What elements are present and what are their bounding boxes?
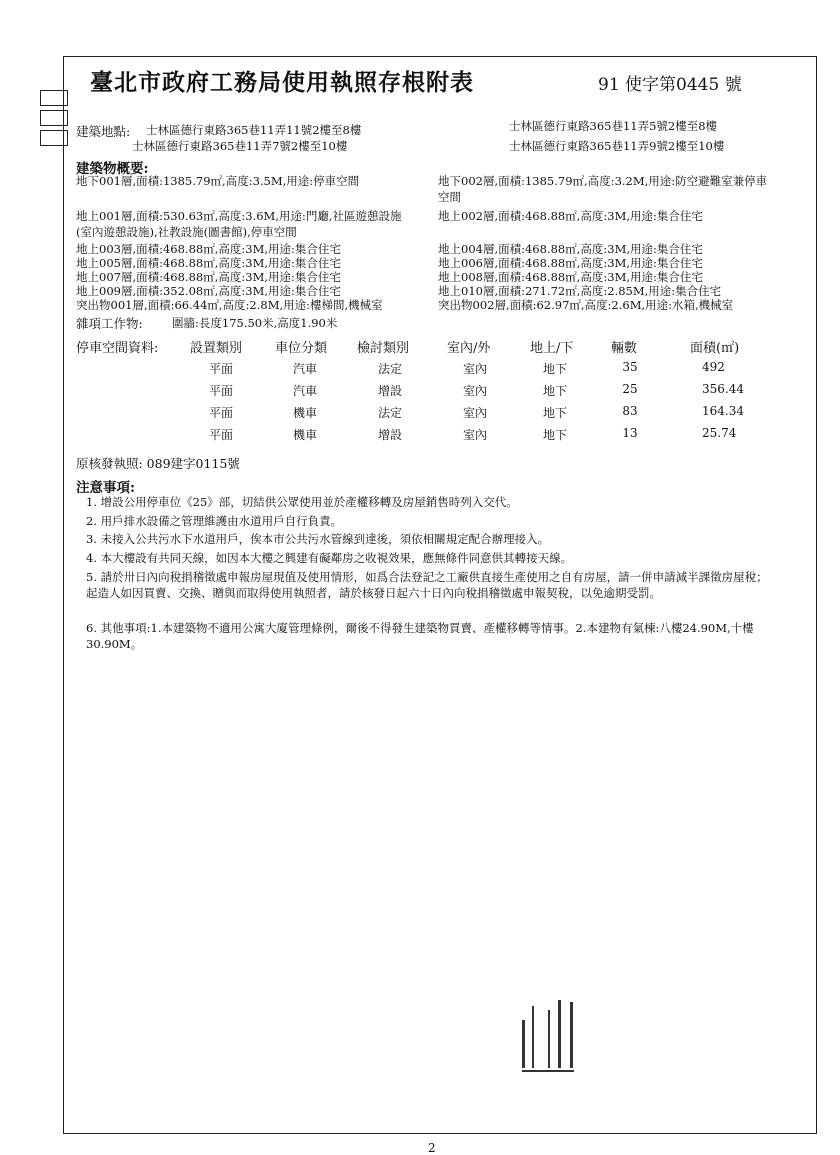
floor-b2-cont: 空間 bbox=[438, 190, 461, 204]
parking-label: 停車空間資料: bbox=[76, 341, 159, 356]
parking-cell: 地下 bbox=[542, 406, 567, 420]
parking-cell: 汽車 bbox=[292, 362, 317, 376]
parking-cell: 平面 bbox=[208, 362, 233, 376]
note-item: 3. 未接入公共污水下水道用戶，俟本市公共污水管線到達後，須依相關規定配合辦理接入。 bbox=[86, 532, 550, 546]
note-item: 5. 請於卅日內向稅捐稽徵處申報房屋現值及使用情形，如爲合法登記之工廠供直接生產使用之自有房屋，請一併申請減半課徵房屋稅；起造人如因買賣、交換、贈與而取得使用執照者，請於核發日起六十日內向稅捐稽徵處申報契稅，以免逾期受罰。 bbox=[86, 570, 768, 600]
roof-1: 突出物001層,面積:66.44㎡,高度:2.8M,用途:樓梯間,機械室 bbox=[76, 298, 383, 312]
parking-cell: 13 bbox=[622, 426, 638, 440]
floor-1-cont: (室內遊憩設施),社教設施(圖書館),停車空間 bbox=[76, 225, 297, 239]
parking-cell: 增設 bbox=[377, 384, 402, 398]
parking-header: 輛數 bbox=[611, 341, 638, 356]
parking-cell: 25 bbox=[622, 382, 638, 396]
parking-cell: 地下 bbox=[542, 428, 567, 442]
parking-cell: 增設 bbox=[377, 428, 402, 442]
parking-cell: 地下 bbox=[542, 362, 567, 376]
overview-label: 建築物概要: bbox=[76, 161, 149, 177]
misc-label: 雜項工作物: bbox=[76, 316, 143, 331]
parking-cell: 35 bbox=[622, 360, 638, 374]
parking-header: 設置類別 bbox=[190, 341, 243, 356]
floor-8: 地上008層,面積:468.88㎡,高度:3M,用途:集合住宅 bbox=[438, 270, 703, 284]
floor-5: 地上005層,面積:468.88㎡,高度:3M,用途:集合住宅 bbox=[76, 256, 341, 270]
parking-header: 地上/下 bbox=[530, 341, 574, 356]
parking-cell: 法定 bbox=[377, 362, 402, 376]
permit-number: 91 使字第0445 號 bbox=[598, 75, 742, 95]
parking-cell: 356.44 bbox=[702, 382, 744, 396]
parking-header: 車位分類 bbox=[275, 341, 328, 356]
floor-4: 地上004層,面積:468.88㎡,高度:3M,用途:集合住宅 bbox=[438, 242, 703, 256]
parking-cell: 83 bbox=[622, 404, 638, 418]
parking-cell: 164.34 bbox=[702, 404, 744, 418]
parking-header: 檢討類別 bbox=[357, 341, 410, 356]
floor-3: 地上003層,面積:468.88㎡,高度:3M,用途:集合住宅 bbox=[76, 242, 341, 256]
floor-7: 地上007層,面積:468.88㎡,高度:3M,用途:集合住宅 bbox=[76, 270, 341, 284]
original-license: 原核發執照: 089建字0115號 bbox=[76, 456, 240, 471]
parking-cell: 25.74 bbox=[702, 426, 737, 440]
note-item: 2. 用戶排水設備之管理維護由水道用戶自行負責。 bbox=[86, 514, 343, 528]
floor-2: 地上002層,面積:468.88㎡,高度:3M,用途:集合住宅 bbox=[438, 209, 703, 223]
note-item: 1. 增設公用停車位《25》部，切結供公眾使用並於產權移轉及房屋銷售時列入交代。 bbox=[86, 495, 518, 509]
parking-cell: 地下 bbox=[542, 384, 567, 398]
stamp-marks bbox=[500, 1000, 590, 1080]
parking-cell: 機車 bbox=[292, 406, 317, 420]
parking-cell: 室內 bbox=[462, 406, 487, 420]
page-number: 2 bbox=[428, 1141, 436, 1155]
parking-cell: 法定 bbox=[377, 406, 402, 420]
address-label: 建築地點: bbox=[76, 124, 131, 139]
parking-cell: 汽車 bbox=[292, 384, 317, 398]
note-item: 6. 其他事項:1.本建築物不適用公寓大廈管理條例，爾後不得發生建築物買賣、產權移轉等情事。2.本建物有氣棟:八樓24.90M,十樓30.90M。 bbox=[86, 621, 754, 651]
address-line: 士林區德行東路365巷11弄5號2樓至8樓 bbox=[509, 119, 718, 133]
parking-cell: 機車 bbox=[292, 428, 317, 442]
parking-cell: 平面 bbox=[208, 406, 233, 420]
floor-6: 地上006層,面積:468.88㎡,高度:3M,用途:集合住宅 bbox=[438, 256, 703, 270]
page-title: 臺北市政府工務局使用執照存根附表 bbox=[90, 69, 474, 96]
address-line: 士林區德行東路365巷11弄7號2樓至10樓 bbox=[132, 139, 348, 153]
parking-cell: 平面 bbox=[208, 384, 233, 398]
roof-2: 突出物002層,面積:62.97㎡,高度:2.6M,用途:水箱,機械室 bbox=[438, 298, 734, 312]
parking-cell: 492 bbox=[702, 360, 725, 374]
floor-b1: 地下001層,面積:1385.79㎡,高度:3.5M,用途:停車空間 bbox=[76, 174, 360, 188]
parking-header: 室內/外 bbox=[447, 341, 491, 356]
note-item: 4. 本大樓設有共同天線，如因本大樓之興建有礙鄰房之收視效果，應無條件同意供其轉接天線。 bbox=[86, 551, 573, 565]
floor-b2: 地下002層,面積:1385.79㎡,高度:3.2M,用途:防空避難室兼停車 bbox=[438, 174, 768, 188]
parking-cell: 平面 bbox=[208, 428, 233, 442]
parking-header: 面積(㎡) bbox=[690, 341, 740, 356]
address-line: 士林區德行東路365巷11弄11號2樓至8樓 bbox=[146, 123, 362, 137]
address-line: 士林區德行東路365巷11弄9號2樓至10樓 bbox=[509, 139, 725, 153]
floor-1: 地上001層,面積:530.63㎡,高度:3.6M,用途:門廳,社區遊憩設施 bbox=[76, 209, 402, 223]
notes-label: 注意事項: bbox=[76, 480, 135, 496]
parking-cell: 室內 bbox=[462, 384, 487, 398]
floor-9: 地上009層,面積:352.08㎡,高度:3M,用途:集合住宅 bbox=[76, 284, 341, 298]
floor-10: 地上010層,面積:271.72㎡,高度:2.85M,用途:集合住宅 bbox=[438, 284, 722, 298]
parking-cell: 室內 bbox=[462, 428, 487, 442]
misc-value: 圍牆:長度175.50米,高度1.90米 bbox=[172, 316, 338, 330]
parking-cell: 室內 bbox=[462, 362, 487, 376]
